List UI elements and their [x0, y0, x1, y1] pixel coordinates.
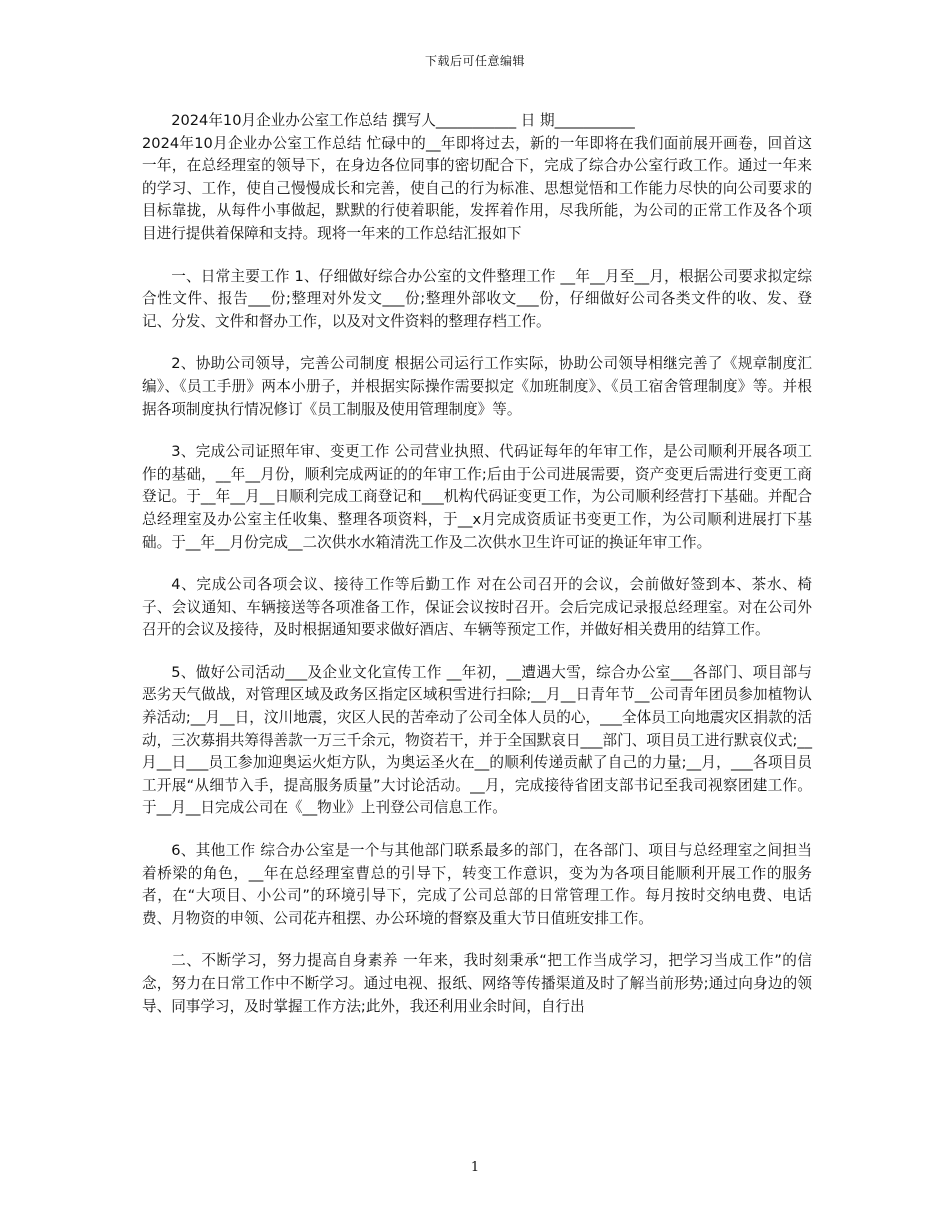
paragraph-company-activities: 5、做好公司活动___及企业文化宣传工作 __年初，__遭遇大雪，综合办公室___各部门、项目部与恶劣天气做战，对管理区域及政务区指定区域积雪进行扫除;__月__日青年节__公司青年团员参加植物认养活动;__月__日，汶川地震，灾区人民的苦牵动了公司全体人员的心，___全体员工向地震灾区捐款的活动，三次募捐共筹得善款一万三千余元，物资若干，并于全国默哀日___部门、项目员工进行默哀仪式;__月__日___员工参加迎奥运火炬方队，为奥运圣火在__的顺利传递贡献了自己的力量;__月，___各项目员工开展“从细节入手，提高服务质量”大讨论活动。__月，完成接待省团支部书记至我司视察团建工作。于__月__日完成公司在《__物业》上刊登公司信息工作。	[142, 663, 812, 817]
intro-paragraph: 2024年10月企业办公室工作总结 忙碌中的__年即将过去，新的一年即将在我们面前展开画卷，回首这一年，在总经理室的领导下，在身边各位同事的密切配合下，完成了综合办公室行政工作。通过一年来的学习、工作，使自己慢慢成长和完善，使自己的行为标准、思想觉悟和工作能力尽快的向公司要求的目标靠拢，从每件小事做起，默默的行使着职能，发挥着作用，尽我所能，为公司的正常工作及各个项目进行提供着保障和支持。现将一年来的工作总结汇报如下	[142, 134, 812, 242]
document-body	[142, 110, 812, 1038]
paragraph-other-work: 6、其他工作 综合办公室是一个与其他部门联系最多的部门，在各部门、项目与总经理室之间担当着桥梁的角色，__年在总经理室曹总的引导下，转变工作意识，变为为各项目能顺利开展工作的服务者，在“大项目、小公司”的环境引导下，完成了公司总部的日常管理工作。每月按时交纳电费、电话费、月物资的申领、公司花卉租摆、办公环境的督察及重大节日值班安排工作。	[142, 842, 812, 927]
paragraph-company-system: 2、协助公司领导，完善公司制度 根据公司运行工作实际，协助公司领导相继完善了《规章制度汇编》、《员工手册》两本小册子，并根据实际操作需要拟定《加班制度》、《员工宿舍管理制度》等。并根据各项制度执行情况修订《员工制服及使用管理制度》等。	[142, 355, 812, 418]
paragraph-daily-work: 一、日常主要工作 1、仔细做好综合办公室的文件整理工作 __年__月至__月，根据公司要求拟定综合性文件、报告___份;整理对外发文___份;整理外部收文___份，仔细做好公司各类文件的收、发、登记、分发、文件和督办工作，以及对文件资料的整理存档工作。	[142, 267, 812, 330]
paragraph-continuous-learning: 二、不断学习，努力提高自身素养 一年来，我时刻秉承“把工作当成学习，把学习当成工作”的信念，努力在日常工作中不断学习。通过电视、报纸、网络等传播渠道及时了解当前形势;通过向身边的领导、同事学习，及时掌握工作方法;此外，我还利用业余时间，自行出	[142, 952, 812, 1015]
paragraph-meetings-reception: 4、完成公司各项会议、接待工作等后勤工作 对在公司召开的会议，会前做好签到本、茶水、椅子、会议通知、车辆接送等各项准备工作，保证会议按时召开。会后完成记录报总经理室。对在公司外召开的会议及接待，及时根据通知要求做好酒店、车辆等预定工作，并做好相关费用的结算工作。	[142, 576, 812, 639]
page-header-note: 下载后可任意编辑	[424, 54, 525, 68]
document-title-line: 2024年10月企业办公室工作总结 撰写人___________ 日 期___________	[171, 112, 635, 129]
page-number: 1	[470, 1160, 480, 1175]
paragraph-license-review: 3、完成公司证照年审、变更工作 公司营业执照、代码证每年的年审工作，是公司顺利开展各项工作的基础，__年__月份，顺利完成两证的的年审工作;后由于公司进展需要，资产变更后需进行变更工商登记。于__年__月__日顺利完成工商登记和___机构代码证变更工作，为公司顺利经营打下基础。并配合总经理室及办公室主任收集、整理各项资料，于__x月完成资质证书变更工作，为公司顺利进展打下基础。于__年__月份完成__二次供水水箱清洗工作及二次供水卫生许可证的换证年审工作。	[142, 443, 812, 551]
